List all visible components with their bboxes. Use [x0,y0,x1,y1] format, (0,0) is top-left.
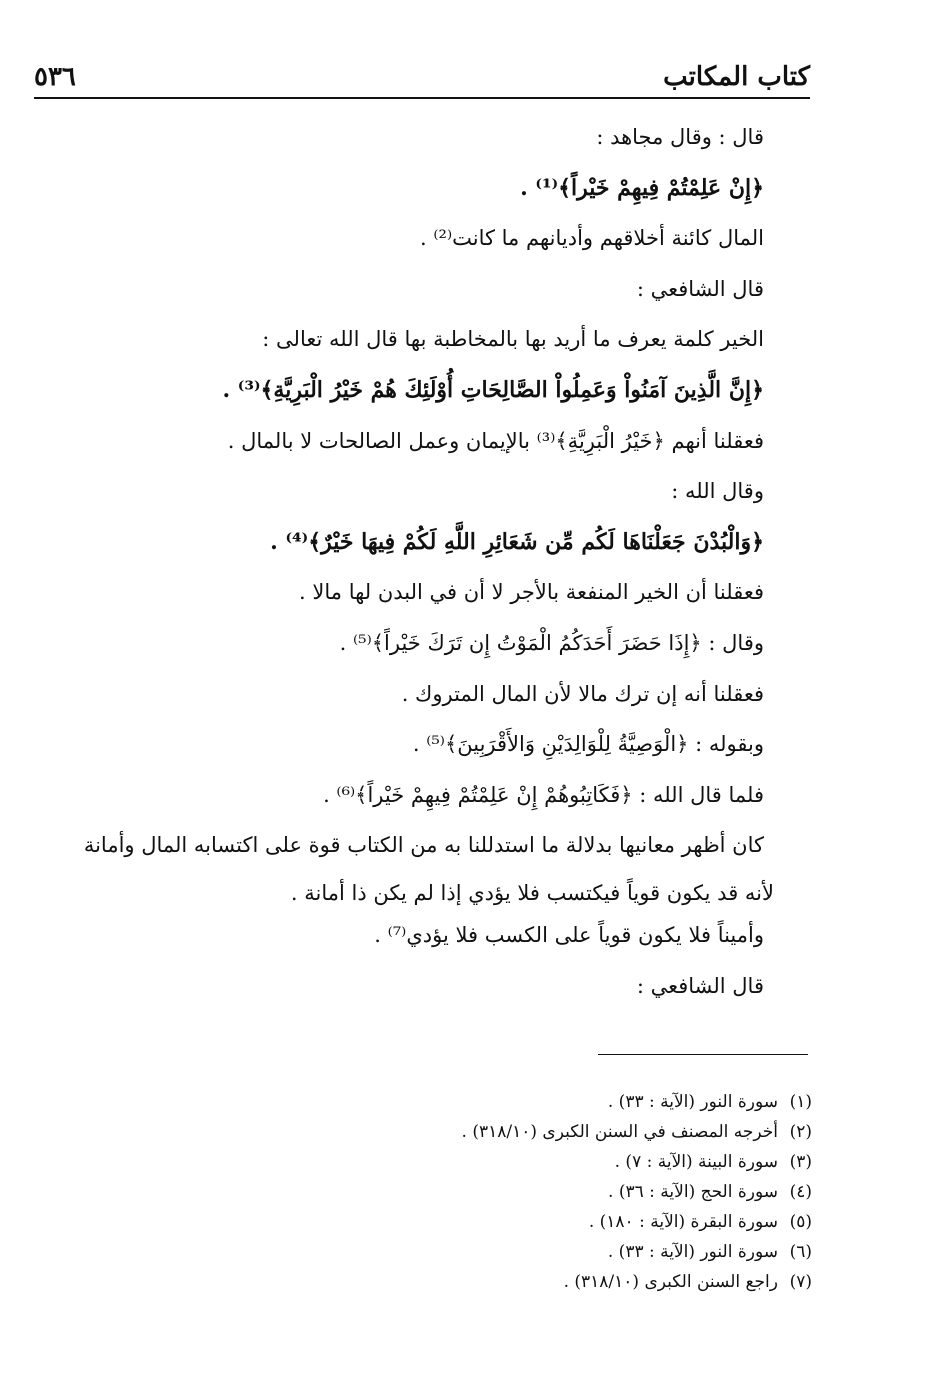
footnote-number: (٤) [789,1182,812,1202]
footnote [420,1270,812,1300]
text-line: المال كائنة أخلاقهم وأديانهم ما كانت⁽²⁾ . [420,226,764,251]
text-line: وبقوله : ﴿الْوَصِيَّةُ لِلْوَالِدَيْنِ وَالأَقْرَبِينَ﴾⁽⁵⁾ . [412,732,764,757]
footnote-text: سورة النور (الآية : ٣٣) . [607,1242,778,1262]
footnote-text: سورة الحج (الآية : ٣٦) . [608,1182,778,1202]
text-line: وقال الله : [671,479,764,504]
footnote-number: (٣) [789,1152,812,1172]
text-line: قال : وقال مجاهد : [596,125,764,149]
footnote [420,1090,812,1120]
footnotes [420,1090,812,1300]
text-line: وقال : ﴿إِذَا حَضَرَ أَحَدَكُمُ الْمَوْتُ إِن تَرَكَ خَيْراً﴾⁽⁵⁾ . [339,630,764,655]
footnote-number: (١) [789,1092,812,1112]
text-line: فعقلنا أن الخير المنفعة بالأجر لا أن في البدن لها مالا . [299,580,764,605]
footnote-text: راجع السنن الكبرى (٣١٨/١٠) . [563,1272,778,1292]
footnote-text: سورة النور (الآية : ٣٣) . [607,1092,778,1112]
footnote-number: (٥) [789,1212,812,1232]
footnote-text: سورة البينة (الآية : ٧) . [614,1152,778,1172]
text-line: قال الشافعي : [636,973,764,998]
page-header [34,58,810,98]
body-text [34,122,774,1022]
text-line: وأميناً فلا يكون قوياً على الكسب فلا يؤدي⁽⁷⁾ . [374,923,764,948]
footnote [420,1210,812,1240]
text-line: فعقلنا أنهم ﴿خَيْرُ الْبَرِيَّةِ﴾⁽³⁾ بالإيمان وعمل الصالحات لا بالمال . [227,428,764,453]
footnote-text: سورة البقرة (الآية : ١٨٠) . [588,1212,778,1232]
footnote [420,1120,812,1150]
header-rule [34,97,810,99]
text-line: قال الشافعي : [636,276,764,301]
footnote-number: (٦) [789,1242,812,1262]
text-line: كان أظهر معانيها بدلالة ما استدللنا به من الكتاب قوة على اكتسابه المال وأمانة [83,833,764,858]
text-line: الخير كلمة يعرف ما أريد بها بالمخاطبة بها قال الله تعالى : [262,327,764,352]
text-line: لأنه قد يكون قوياً فيكتسب فلا يؤدي إذا لم يكن ذا أمانة . [290,881,774,906]
footnote-text: أخرجه المصنف في السنن الكبرى (٣١٨/١٠) . [461,1122,778,1142]
footnote-number: (٧) [789,1272,812,1292]
footnote-rule [598,1054,808,1055]
quran-verse-line: ﴿إِنَّ الَّذِينَ آمَنُواْ وَعَمِلُواْ الصَّالِحَاتِ أُوْلَئِكَ هُمْ خَيْرُ الْبَرِيَّةِ﴾⁽³⁾ . [222,376,764,403]
page-number: ٥٣٦ [34,62,76,92]
quran-verse-line: ﴿إِنْ عَلِمْتُمْ فِيهِمْ خَيْراً﴾⁽¹⁾ . [520,174,764,201]
footnote-number: (٢) [789,1122,812,1142]
running-title: كتاب المكاتب [663,62,810,92]
footnote [420,1240,812,1270]
text-line: فعقلنا أنه إن ترك مالا لأن المال المتروك . [401,681,764,706]
footnote [420,1150,812,1180]
text-line: فلما قال الله : ﴿فَكَاتِبُوهُمْ إِنْ عَلِمْتُمْ فِيهِمْ خَيْراً﴾⁽⁶⁾ . [323,782,764,807]
footnote [420,1180,812,1210]
quran-verse-line: ﴿وَالْبُدْنَ جَعَلْنَاهَا لَكُم مِّن شَعَائِرِ اللَّهِ لَكُمْ فِيهَا خَيْرٌ﴾⁽⁴⁾ . [270,528,764,555]
